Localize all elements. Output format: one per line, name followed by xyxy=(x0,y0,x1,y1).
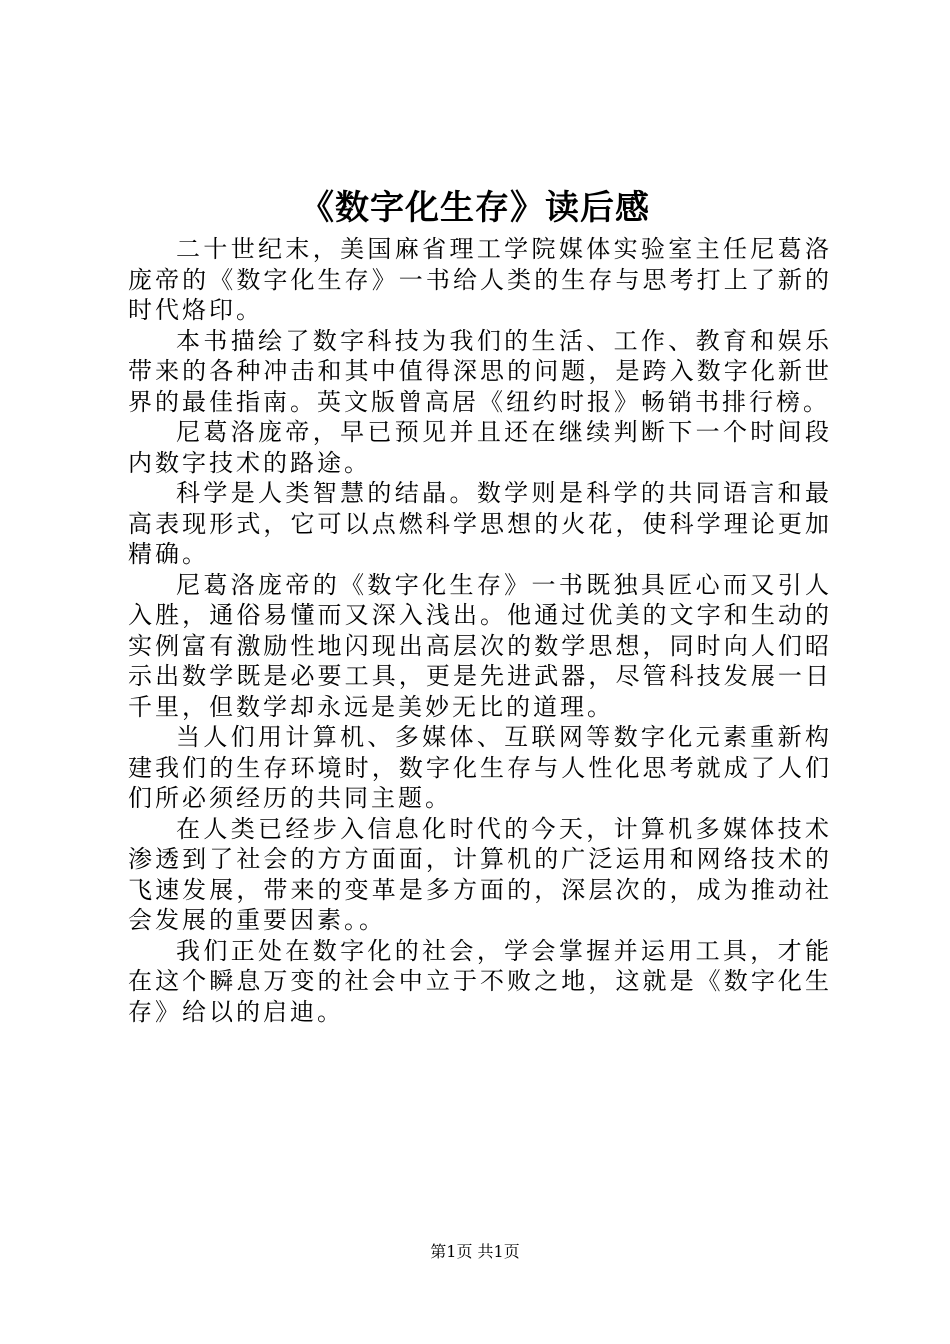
page-footer: 第1页 共1页 xyxy=(430,1242,520,1261)
paragraph-3: 尼葛洛庞帝，早已预见并且还在继续判断下一个时间段内数字技术的路途。 xyxy=(128,418,832,477)
paragraph-8: 我们正处在数字化的社会，学会掌握并运用工具，才能在这个瞬息万变的社会中立于不败之地，这就是《数字化生存》给以的启迪。 xyxy=(128,936,832,1026)
paragraph-6: 当人们用计算机、多媒体、互联网等数字化元素重新构建我们的生存环境时，数字化生存与人性化思考就成了人们们所必须经历的共同主题。 xyxy=(128,723,832,812)
paragraph-1: 二十世纪末，美国麻省理工学院媒体实验室主任尼葛洛庞帝的《数字化生存》一书给人类的生存与思考打上了新的时代烙印。 xyxy=(128,235,832,324)
paragraph-2: 本书描绘了数字科技为我们的生活、工作、教育和娱乐带来的各种冲击和其中值得深思的问题，是跨入数字化新世界的最佳指南。英文版曾高居《纽约时报》畅销书排行榜。 xyxy=(128,326,832,416)
paragraph-4: 科学是人类智慧的结晶。数学则是科学的共同语言和最高表现形式，它可以点燃科学思想的火花，使科学理论更加精确。 xyxy=(128,479,832,568)
paragraph-7: 在人类已经步入信息化时代的今天，计算机多媒体技术渗透到了社会的方方面面，计算机的广泛运用和网络技术的飞速发展，带来的变革是多方面的，深层次的，成为推动社会发展的重要因素。。 xyxy=(128,814,832,934)
document-title: 《数字化生存》读后感 xyxy=(300,188,650,228)
document-body xyxy=(128,234,832,1027)
paragraph-5: 尼葛洛庞帝的《数字化生存》一书既独具匠心而又引人入胜，通俗易懂而又深入浅出。他通过优美的文字和生动的实例富有激励性地闪现出高层次的数学思想，同时向人们昭示出数学既是必要工具，更是先进武器，尽管科技发展一日千里，但数学却永远是美妙无比的道理。 xyxy=(128,570,832,721)
